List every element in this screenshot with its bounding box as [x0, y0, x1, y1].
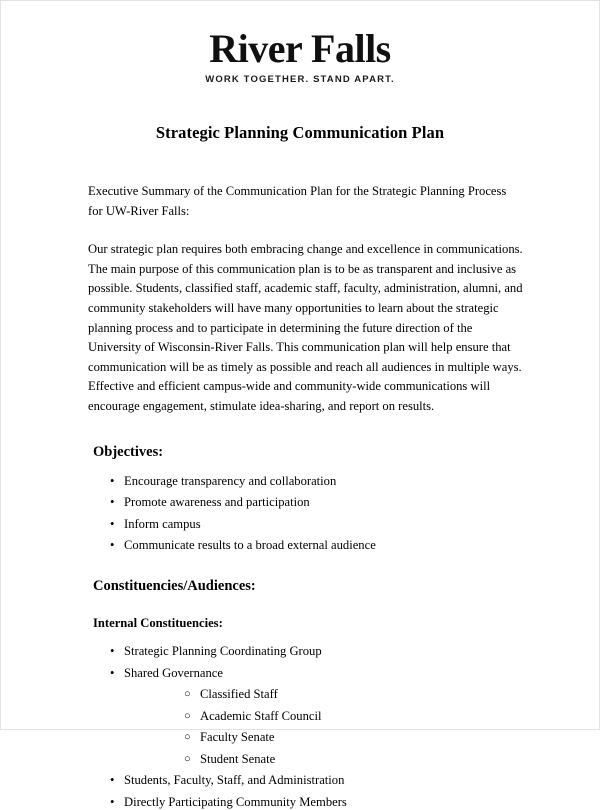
document-body: [1, 182, 599, 810]
list-item-label: Inform campus: [124, 516, 201, 531]
list-item: [88, 665, 524, 767]
list-item-label: Communicate results to a broad external audience: [124, 538, 376, 553]
bullet-icon: •: [110, 665, 115, 680]
executive-summary-body: Our strategic plan requires both embracing change and excellence in communications. The main purpose of this communication plan is to be as transparent and inclusive as possible. Students, classified staff, academic staff, faculty, administration, alumni, and community stakeholders will have many opportunities to learn about the strategic planning process and to participate in determining the future direction of the University of Wisconsin-River Falls. This communication plan will help ensure that communication will be as timely as possible and reach all audiences in multiple ways. Effective and efficient campus-wide and community-wide communications will encourage engagement, stimulate idea-sharing, and report on results.: [88, 242, 523, 413]
sub-list-item: [124, 708, 524, 724]
list-item: [88, 494, 524, 510]
list-item-label: Encourage transparency and collaboration: [124, 473, 337, 488]
bullet-icon: •: [110, 644, 115, 659]
list-item-label: Students, Faculty, Staff, and Administration: [124, 773, 345, 788]
page-title: Strategic Planning Communication Plan: [155, 123, 445, 142]
list-item-label: Strategic Planning Coordinating Group: [124, 644, 322, 659]
list-item: [88, 772, 524, 788]
list-item: [88, 537, 524, 553]
bullet-icon: •: [110, 538, 115, 553]
bullet-icon: •: [110, 516, 115, 531]
list-item-label: Shared Governance: [124, 665, 223, 680]
sub-list-item: [124, 751, 524, 767]
bullet-icon: •: [110, 495, 115, 510]
objectives-list: [88, 473, 524, 554]
bullet-icon: •: [110, 773, 115, 788]
list-item: [88, 794, 524, 810]
sub-bullet-icon: ○: [184, 731, 191, 744]
shared-governance-sublist: [124, 686, 524, 767]
sub-bullet-icon: ○: [184, 709, 191, 722]
list-item: [88, 643, 524, 659]
sub-list-item: [124, 686, 524, 702]
internal-constituencies-heading: Internal Constituencies:: [93, 616, 223, 631]
objectives-heading: Objectives:: [93, 443, 164, 460]
logo-wordmark: River Falls: [209, 26, 391, 71]
constituencies-list: [88, 643, 524, 810]
sub-list-item-label: Faculty Senate: [200, 730, 275, 745]
sub-list-item-label: Classified Staff: [200, 687, 278, 702]
sub-list-item: [124, 729, 524, 745]
logo-tagline: WORK TOGETHER. STAND APART.: [205, 74, 395, 85]
bullet-icon: •: [110, 473, 115, 488]
list-item: [88, 473, 524, 489]
list-item-label: Directly Participating Community Members: [124, 794, 347, 809]
organization-logo: [1, 1, 599, 86]
sub-list-item-label: Student Senate: [200, 751, 276, 766]
sub-bullet-icon: ○: [184, 688, 191, 701]
sub-list-item-label: Academic Staff Council: [200, 708, 322, 723]
constituencies-heading: Constituencies/Audiences:: [93, 578, 256, 595]
executive-summary-lead: Executive Summary of the Communication Plan for the Strategic Planning Process for UW-River Falls:: [88, 184, 507, 218]
sub-bullet-icon: ○: [184, 752, 191, 765]
bullet-icon: •: [110, 794, 115, 809]
list-item-label: Promote awareness and participation: [124, 495, 310, 510]
list-item: [88, 516, 524, 532]
